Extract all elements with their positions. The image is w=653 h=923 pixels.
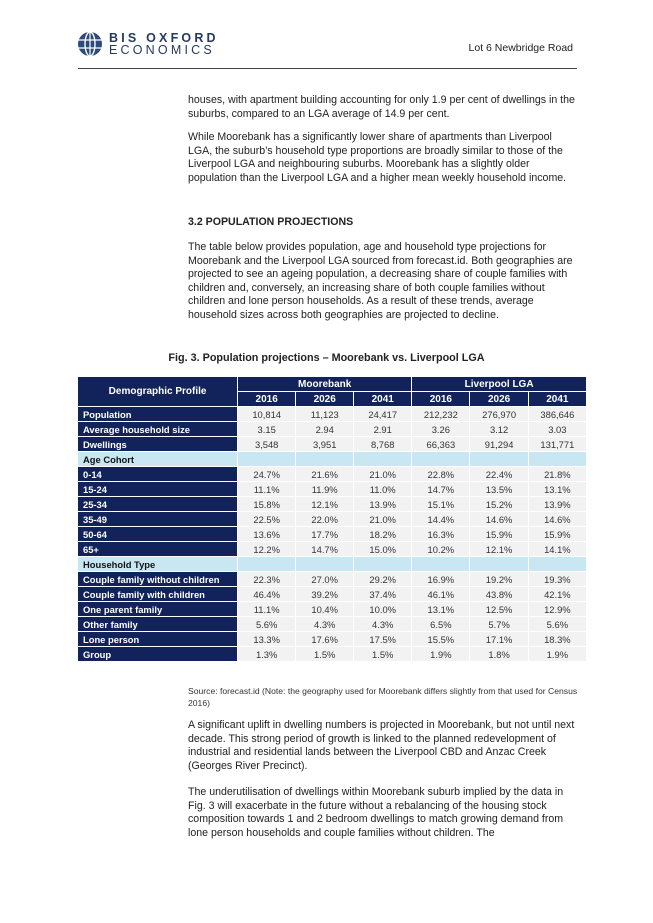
row-label: 25-34 (78, 497, 237, 511)
table-cell: 21.0% (354, 512, 411, 526)
row-label: 50-64 (78, 527, 237, 541)
table-cell: 13.3% (238, 632, 295, 646)
table-cell: 15.2% (470, 497, 527, 511)
table-cell: 14.6% (470, 512, 527, 526)
table-cell: 17.7% (296, 527, 353, 541)
table-cell: 24.7% (238, 467, 295, 481)
table-cell: 3.15 (238, 422, 295, 436)
table-cell: 19.3% (529, 572, 586, 586)
year-header: 2016 (238, 392, 295, 406)
table-cell: 212,232 (412, 407, 469, 421)
header-address: Lot 6 Newbridge Road (468, 42, 573, 54)
row-label: Group (78, 647, 237, 661)
figure-source: Source: forecast.id (Note: the geography used for Moorebank differs slightly from that used for Census 2016) (188, 686, 578, 708)
table-cell: 15.8% (238, 497, 295, 511)
table-cell: 18.3% (529, 632, 586, 646)
table-cell: 22.5% (238, 512, 295, 526)
table-row (78, 422, 586, 436)
table-cell: 6.5% (412, 617, 469, 631)
table-cell: 21.6% (296, 467, 353, 481)
table-cell: 17.1% (470, 632, 527, 646)
paragraph-1: houses, with apartment building accounting for only 1.9 per cent of dwellings in the suburbs, compared to an LGA average of 14.9 per cent. (188, 94, 575, 120)
table-cell: 13.1% (529, 482, 586, 496)
row-label: Couple family with children (78, 587, 237, 601)
table-cell: 13.1% (412, 602, 469, 616)
table-cell: 3,951 (296, 437, 353, 451)
table-cell: 66,363 (412, 437, 469, 451)
table-cell: 11.0% (354, 482, 411, 496)
table-row (78, 632, 586, 646)
section-blank-cell (238, 452, 295, 466)
year-header: 2041 (529, 392, 586, 406)
row-label: 65+ (78, 542, 237, 556)
table-cell: 22.0% (296, 512, 353, 526)
row-label: Dwellings (78, 437, 237, 451)
table-row (78, 467, 586, 481)
table-cell: 3.26 (412, 422, 469, 436)
table-cell: 12.9% (529, 602, 586, 616)
table-section-row (78, 452, 586, 466)
table-cell: 1.3% (238, 647, 295, 661)
table-cell: 11.1% (238, 482, 295, 496)
row-label: Other family (78, 617, 237, 631)
table-row (78, 497, 586, 511)
table-cell: 14.7% (412, 482, 469, 496)
table-cell: 5.6% (529, 617, 586, 631)
table-cell: 13.5% (470, 482, 527, 496)
year-header: 2041 (354, 392, 411, 406)
section-blank-cell (238, 557, 295, 571)
table-cell: 24,417 (354, 407, 411, 421)
table-cell: 18.2% (354, 527, 411, 541)
table-row (78, 587, 586, 601)
section-blank-cell (529, 452, 586, 466)
paragraph-3: The table below provides population, age and household type projections for Moorebank and the Liverpool LGA sourced from forecast.id. Both geographies are projected to see an ageing population, a decreasing share of couple families with children and, conversely, an increasing share of both couple families without children and lone person households. As a result of these trends, average household sizes across both geographies are projected to decline. (188, 241, 573, 321)
table-cell: 1.9% (412, 647, 469, 661)
table-cell: 4.3% (354, 617, 411, 631)
table-cell: 12.1% (470, 542, 527, 556)
paragraph-2: While Moorebank has a significantly lower share of apartments than Liverpool LGA, the suburb’s household type proportions are broadly similar to those of the Liverpool LGA and neighbouring suburbs. Moorebank has a slightly older population than the Liverpool LGA and a higher mean weekly household income. (188, 131, 567, 184)
table-cell: 11,123 (296, 407, 353, 421)
table-row (78, 512, 586, 526)
section-blank-cell (296, 557, 353, 571)
population-projections-table (77, 376, 587, 662)
table-cell: 1.5% (296, 647, 353, 661)
row-label: One parent family (78, 602, 237, 616)
year-header: 2026 (470, 392, 527, 406)
table-row (78, 437, 586, 451)
table-cell: 13.6% (238, 527, 295, 541)
table-cell: 5.7% (470, 617, 527, 631)
section-blank-cell (412, 452, 469, 466)
table-cell: 15.0% (354, 542, 411, 556)
year-header: 2026 (296, 392, 353, 406)
table-cell: 27.0% (296, 572, 353, 586)
year-header: 2016 (412, 392, 469, 406)
table-cell: 10,814 (238, 407, 295, 421)
table-row (78, 647, 586, 661)
row-label: Population (78, 407, 237, 421)
table-cell: 91,294 (470, 437, 527, 451)
section-heading: 3.2 POPULATION PROJECTIONS (188, 216, 354, 228)
row-label: Average household size (78, 422, 237, 436)
row-label: 0-14 (78, 467, 237, 481)
table-cell: 21.8% (529, 467, 586, 481)
table-cell: 1.9% (529, 647, 586, 661)
section-blank-cell (470, 452, 527, 466)
row-label: 35-49 (78, 512, 237, 526)
table-row (78, 617, 586, 631)
table-row (78, 527, 586, 541)
table-cell: 12.2% (238, 542, 295, 556)
group-header-liverpool: Liverpool LGA (412, 377, 586, 391)
section-label: Household Type (78, 557, 237, 571)
table-cell: 16.9% (412, 572, 469, 586)
paragraph-5: The underutilisation of dwellings within Moorebank suburb implied by the data in Fig. 3 will exacerbate in the future without a rebalancing of the housing stock composition towards 1 and 2 bedroom dwellings to match growing demand from lone person households and couple families without children. The (188, 786, 564, 839)
table-cell: 3.03 (529, 422, 586, 436)
table-cell: 14.6% (529, 512, 586, 526)
table-cell: 2.91 (354, 422, 411, 436)
figure-title: Fig. 3. Population projections – Moorebank vs. Liverpool LGA (168, 352, 485, 364)
table-cell: 12.1% (296, 497, 353, 511)
table-cell: 276,970 (470, 407, 527, 421)
section-blank-cell (412, 557, 469, 571)
table-cell: 17.6% (296, 632, 353, 646)
company-logo (77, 31, 219, 57)
table-cell: 22.3% (238, 572, 295, 586)
table-cell: 13.9% (354, 497, 411, 511)
table-cell: 1.5% (354, 647, 411, 661)
table-cell: 11.9% (296, 482, 353, 496)
table-cell: 46.1% (412, 587, 469, 601)
table-cell: 43.8% (470, 587, 527, 601)
table-cell: 13.9% (529, 497, 586, 511)
section-blank-cell (354, 452, 411, 466)
logo-line-2: ECONOMICS (109, 43, 215, 57)
table-cell: 22.4% (470, 467, 527, 481)
table-cell: 131,771 (529, 437, 586, 451)
table-cell: 22.8% (412, 467, 469, 481)
row-label: Lone person (78, 632, 237, 646)
table-cell: 15.9% (470, 527, 527, 541)
table-cell: 37.4% (354, 587, 411, 601)
section-blank-cell (529, 557, 586, 571)
table-row (78, 542, 586, 556)
table-cell: 10.0% (354, 602, 411, 616)
table-cell: 2.94 (296, 422, 353, 436)
logo-line-1: BIS OXFORD (109, 31, 219, 45)
table-cell: 15.5% (412, 632, 469, 646)
table-row (78, 482, 586, 496)
table-cell: 3.12 (470, 422, 527, 436)
table-cell: 3,548 (238, 437, 295, 451)
table-cell: 10.2% (412, 542, 469, 556)
table-cell: 15.1% (412, 497, 469, 511)
section-blank-cell (470, 557, 527, 571)
table-cell: 5.6% (238, 617, 295, 631)
row-label: 15-24 (78, 482, 237, 496)
table-cell: 14.4% (412, 512, 469, 526)
table-cell: 14.7% (296, 542, 353, 556)
section-blank-cell (354, 557, 411, 571)
table-cell: 12.5% (470, 602, 527, 616)
table-cell: 15.9% (529, 527, 586, 541)
table-cell: 386,646 (529, 407, 586, 421)
paragraph-4: A significant uplift in dwelling numbers is projected in Moorebank, but not until next decade. This strong period of growth is linked to the planned redevelopment of industrial and residential lands between the Liverpool CBD and Anzac Creek (Georges River Precinct). (188, 719, 575, 772)
table-cell: 11.1% (238, 602, 295, 616)
table-row (78, 602, 586, 616)
globe-logo-icon (77, 31, 103, 57)
table-cell: 17.5% (354, 632, 411, 646)
table-cell: 1.8% (470, 647, 527, 661)
group-header-moorebank: Moorebank (238, 377, 411, 391)
table-row (78, 407, 586, 421)
section-blank-cell (296, 452, 353, 466)
table-row (78, 572, 586, 586)
table-cell: 42.1% (529, 587, 586, 601)
table-corner-header: Demographic Profile (78, 377, 237, 406)
table-cell: 16.3% (412, 527, 469, 541)
header-divider (78, 68, 577, 69)
section-label: Age Cohort (78, 452, 237, 466)
table-cell: 10.4% (296, 602, 353, 616)
table-cell: 4.3% (296, 617, 353, 631)
table-cell: 21.0% (354, 467, 411, 481)
table-cell: 29.2% (354, 572, 411, 586)
row-label: Couple family without children (78, 572, 237, 586)
table-cell: 8,768 (354, 437, 411, 451)
table-cell: 39.2% (296, 587, 353, 601)
table-cell: 14.1% (529, 542, 586, 556)
table-section-row (78, 557, 586, 571)
table-cell: 46.4% (238, 587, 295, 601)
table-cell: 19.2% (470, 572, 527, 586)
